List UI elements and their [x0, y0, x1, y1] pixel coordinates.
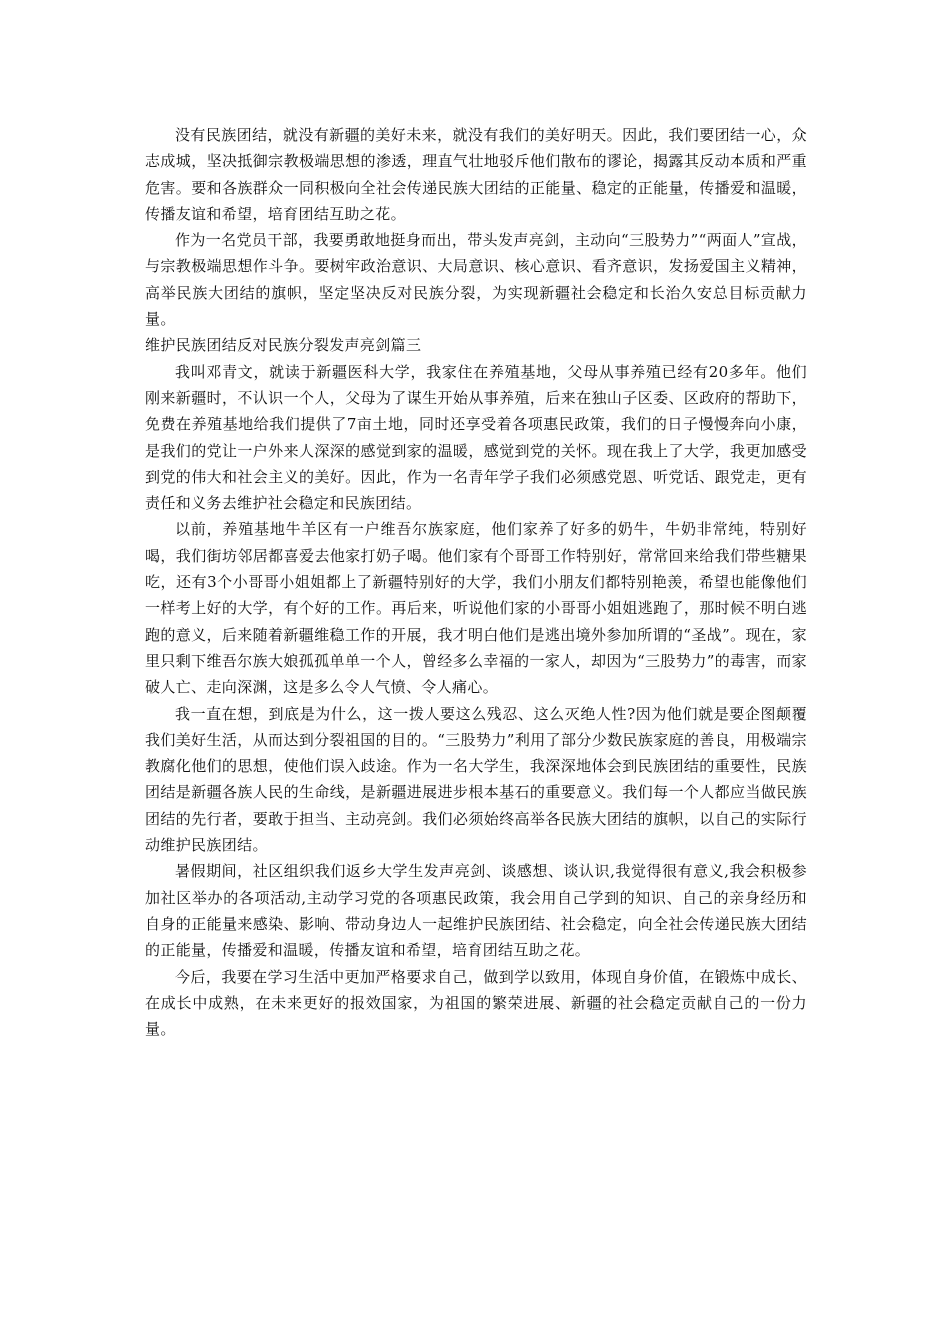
body-paragraph: 没有民族团结，就没有新疆的美好未来，就没有我们的美好明天。因此，我们要团结一心，众志成城，坚决抵御宗教极端思想的渗透，理直气壮地驳斥他们散布的谬论，揭露其反动本质和严重危害。要和各族群众一同积极向全社会传递民族大团结的正能量、稳定的正能量，传播爱和温暖，传播友谊和希望，培育团结互助之花。	[145, 126, 807, 223]
body-paragraph: 暑假期间，社区组织我们返乡大学生发声亮剑、谈感想、谈认识,我觉得很有意义,我会积极参加社区举办的各项活动,主动学习党的各项惠民政策，我会用自己学到的知识、自己的亲身经历和自身的正能量来感染、影响、带动身边人一起维护民族团结、社会稳定，向全社会传递民族大团结的正能量，传播爱和温暖，传播友谊和希望，培育团结互助之花。	[145, 862, 807, 960]
document-body	[145, 122, 807, 1042]
body-paragraph: 我一直在想，到底是为什么，这一拨人要这么残忍、这么灭绝人性?因为他们就是要企图颠覆我们美好生活，从而达到分裂祖国的目的。“三股势力”利用了部分少数民族家庭的善良，用极端宗教腐化他们的思想，使他们误入歧途。作为一名大学生，我深深地体会到民族团结的重要性，民族团结是新疆各族人民的生命线，是新疆进展进步根本基石的重要意义。我们每一个人都应当做民族团结的先行者，要敢于担当、主动亮剑。我们必须始终高举各民族大团结的旗帜，以自己的实际行动维护民族团结。	[145, 704, 807, 855]
section-heading: 维护民族团结反对民族分裂发声亮剑篇三	[145, 336, 422, 355]
body-paragraph: 作为一名党员干部，我要勇敢地挺身而出，带头发声亮剑，主动向“三股势力”“两面人”宣战，与宗教极端思想作斗争。要树牢政治意识、大局意识、核心意识、看齐意识，发扬爱国主义精神，高举民族大团结的旗帜，坚定坚决反对民族分裂，为实现新疆社会稳定和长治久安总目标贡献力量。	[145, 231, 807, 329]
body-paragraph: 我叫邓青文，就读于新疆医科大学，我家住在养殖基地，父母从事养殖已经有20多年。他们刚来新疆时，不认识一个人，父母为了谋生开始从事养殖，后来在独山子区委、区政府的帮助下，免费在养殖基地给我们提供了7亩土地，同时还享受着各项惠民政策，我们的日子慢慢奔向小康，是我们的党让一户外来人深深的感觉到家的温暖，感觉到党的关怀。现在我上了大学，我更加感受到党的伟大和社会主义的美好。因此，作为一名青年学子我们必须感党恩、听党话、跟党走，更有责任和义务去维护社会稳定和民族团结。	[145, 362, 807, 513]
body-paragraph: 今后，我要在学习生活中更加严格要求自己，做到学以致用，体现自身价值，在锻炼中成长、在成长中成熟，在未来更好的报效国家，为祖国的繁荣进展、新疆的社会稳定贡献自己的一份力量。	[145, 967, 807, 1039]
body-paragraph: 以前，养殖基地牛羊区有一户维吾尔族家庭，他们家养了好多的奶牛，牛奶非常纯，特别好喝，我们街坊邻居都喜爱去他家打奶子喝。他们家有个哥哥工作特别好，常常回来给我们带些糖果吃，还有3个小哥哥小姐姐都上了新疆特别好的大学，我们小朋友们都特别艳羡，希望也能像他们一样考上好的大学，有个好的工作。再后来，听说他们家的小哥哥小姐姐逃跑了，那时候不明白逃跑的意义，后来随着新疆维稳工作的开展，我才明白他们是逃出境外参加所谓的“圣战”。现在，家里只剩下维吾尔族大娘孤孤单单一个人，曾经多么幸福的一家人，却因为“三股势力”的毒害，而家破人亡、走向深渊，这是多么令人气愤、令人痛心。	[145, 520, 807, 697]
